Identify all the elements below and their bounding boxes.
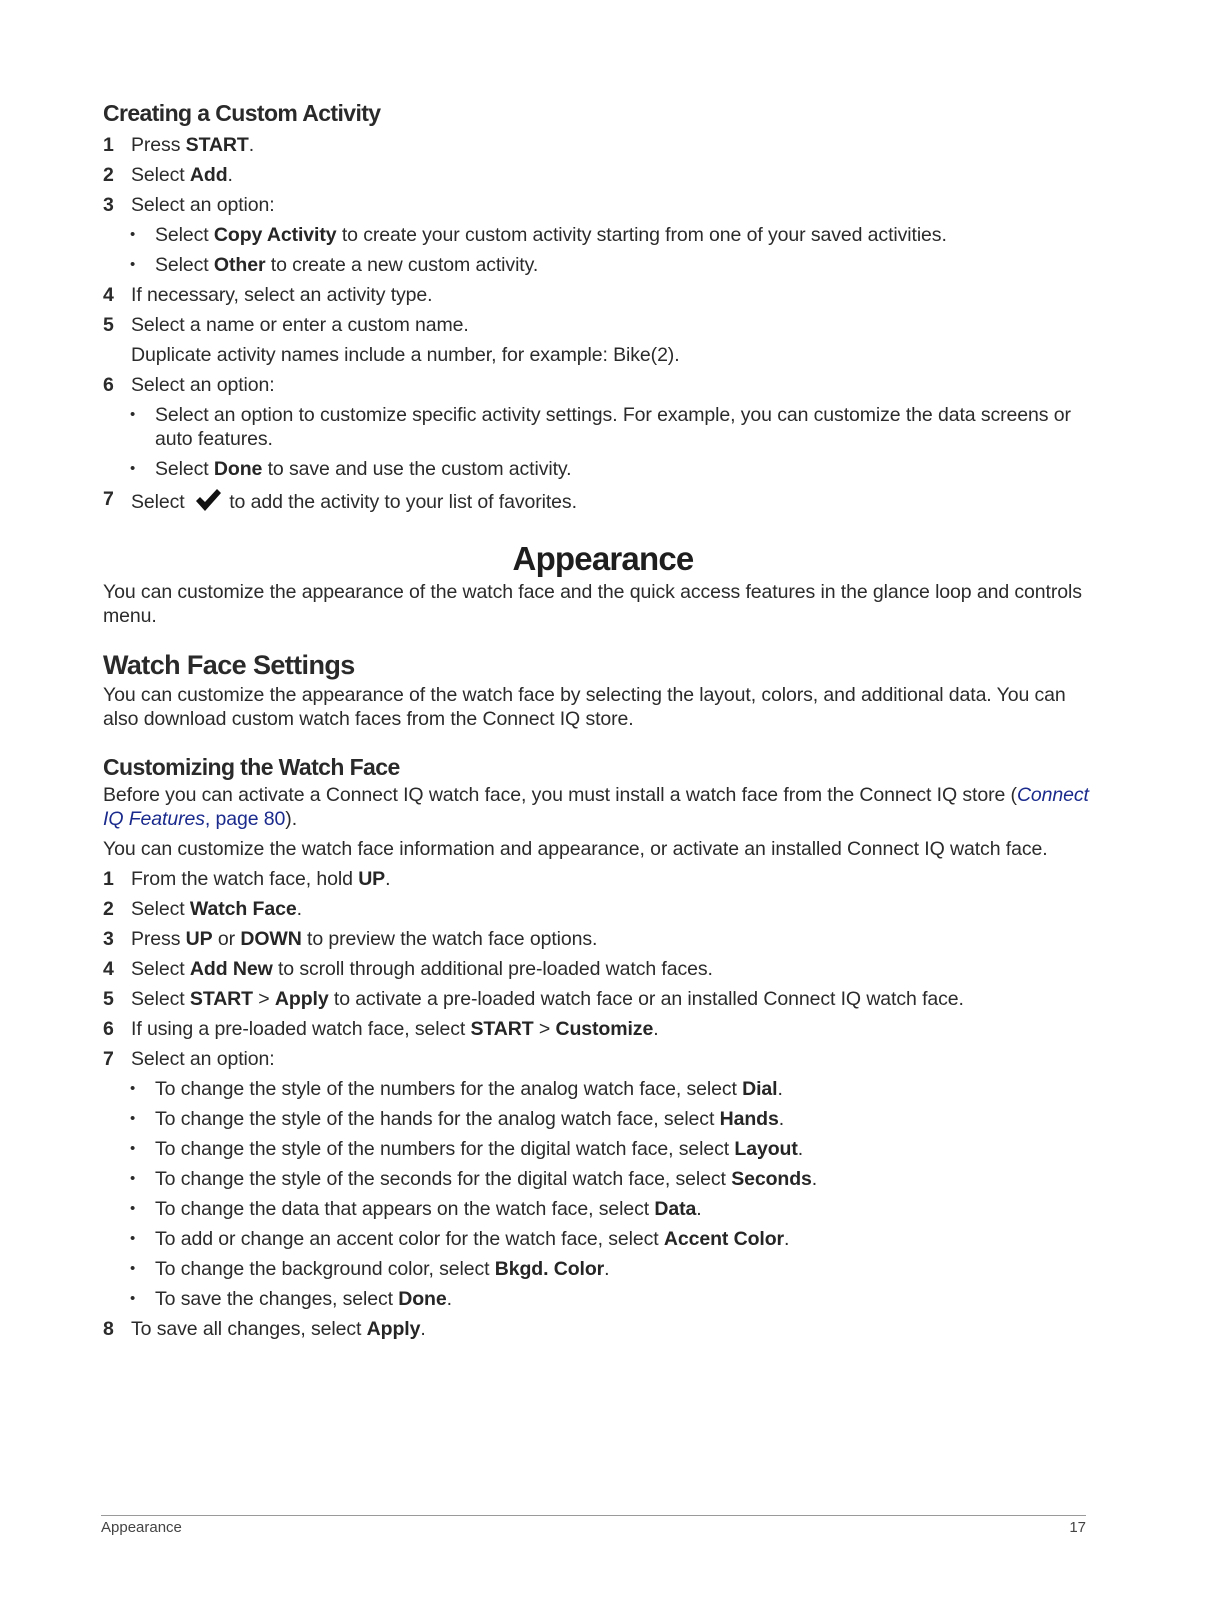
step-1 [103,133,1103,158]
bullet-dot: • [130,1230,136,1247]
menu-name: Apply [274,988,329,1010]
menu-name: Layout [734,1138,798,1160]
bullet-dot: • [130,460,136,477]
bullet-text: to save and use the custom activity. [262,458,572,480]
step-number: 6 [103,1018,114,1040]
button-name: START [185,133,249,156]
step-8 [103,1317,1103,1342]
menu-name: Other [213,253,266,276]
bullet-dot: • [130,1290,136,1307]
bullet-text: To change the background color, select [155,1258,495,1280]
menu-name: Done [398,1288,447,1310]
bullet-text: To change the data that appears on the watch face, select [155,1198,655,1220]
step-number: 3 [103,193,114,216]
menu-name: Customize [555,1018,654,1040]
step-number: 5 [103,988,114,1010]
footer-divider [101,1515,1086,1516]
bullet-text: Select [155,223,214,246]
section-title-customizing-watch-face: Customizing the Watch Face [103,753,400,780]
step-number: 7 [103,488,114,510]
menu-name: Apply [366,1318,421,1340]
menu-name: Seconds [731,1168,812,1190]
step-number: 3 [103,928,114,950]
bullet-text: . [778,1108,785,1130]
step-text: or [212,928,241,950]
bullet-text: To change the style of the seconds for the digital watch face, select [155,1168,732,1190]
step-number: 2 [103,898,114,920]
step-text: Select an option: [131,373,275,396]
button-name: START [470,1018,534,1040]
step-5 [103,313,1103,338]
step-text: . [248,133,255,156]
step-text: Select [131,163,190,186]
step-6 [103,1017,1103,1042]
bullet-text: To change the style of the numbers for the analog watch face, select [155,1078,743,1100]
bullet-dot: • [130,225,136,243]
bullet-item [103,457,1103,482]
step-note: Duplicate activity names include a number, for example: Bike(2). [131,343,680,366]
step-text: Select a name or enter a custom name. [131,313,469,336]
checkmark-icon [194,487,222,513]
section-title-custom-activity: Creating a Custom Activity [103,100,381,126]
bullet-item [103,1197,1103,1222]
menu-name: Add [189,163,228,186]
step-text: to activate a pre-loaded watch face or an installed Connect IQ watch face. [328,988,964,1010]
menu-name: Copy Activity [213,223,337,246]
bullet-dot: • [130,1200,136,1217]
step-2 [103,163,1103,188]
menu-name: Data [654,1198,697,1220]
step-text: to scroll through additional pre-loaded watch faces. [272,958,713,980]
step-number: 6 [103,373,114,396]
step-text: . [227,163,233,186]
bullet-item [103,1257,1103,1282]
bullet-text: . [797,1138,804,1160]
watch-face-settings-intro: You can customize the appearance of the watch face by selecting the layout, colors, and additional data. You can also download custom watch faces from the Connect IQ store. [103,683,1066,730]
step-5 [103,987,1103,1012]
bullet-item [103,1227,1103,1252]
step-text: Select an option: [131,1048,275,1070]
step-number: 8 [103,1318,114,1340]
step-number: 1 [103,133,114,156]
menu-name: Bkgd. Color [494,1258,605,1280]
menu-name: Watch Face [189,898,297,920]
button-name: DOWN [240,928,302,950]
bullet-item [103,403,1103,452]
menu-name: Add New [189,958,273,980]
page-content [103,99,1103,1342]
step-text: . [296,898,302,920]
bullet-dot: • [130,1170,136,1187]
bullet-text: Select [155,253,214,276]
button-name: START [189,988,253,1010]
step-3 [103,193,1103,218]
step-text: . [385,868,391,890]
step-text: . [653,1018,659,1040]
step-6 [103,373,1103,398]
step-text: to add the activity to your list of favorites. [223,491,577,513]
step-1 [103,867,1103,892]
bullet-dot: • [130,1080,136,1097]
step-7 [103,1047,1103,1072]
step-text: From the watch face, hold [131,868,359,890]
menu-name: Hands [719,1108,779,1130]
customizing-para-2: You can customize the watch face information and appearance, or activate an installed Connect IQ watch face. [103,838,1048,860]
bullet-text: Select [155,458,214,480]
step-7 [103,487,1103,515]
step-text: Select [131,988,190,1010]
button-name: UP [185,928,213,950]
bullet-dot: • [130,1140,136,1157]
step-number: 1 [103,868,114,890]
step-number: 7 [103,1048,114,1070]
footer-section-name: Appearance [101,1519,182,1536]
menu-name: Accent Color [663,1228,785,1250]
step-number: 5 [103,313,114,336]
bullet-text: . [777,1078,783,1100]
button-name: UP [358,868,386,890]
step-text: > [533,1018,556,1040]
bullet-text: . [696,1198,702,1220]
step-number: 2 [103,163,114,186]
chapter-title-appearance: Appearance [512,539,694,577]
bullet-item [103,1107,1103,1132]
bullet-text: To change the style of the numbers for the digital watch face, select [155,1138,735,1160]
step-4 [103,957,1103,982]
menu-name: Dial [742,1078,778,1100]
bullet-dot: • [130,1110,136,1127]
step-text: Select [131,491,190,513]
bullet-text: to create your custom activity starting from one of your saved activities. [336,223,947,246]
step-2 [103,897,1103,922]
bullet-dot: • [130,405,136,423]
bullet-item [103,1077,1103,1102]
step-text: Select an option: [131,193,275,216]
bullet-text: to create a new custom activity. [265,253,539,276]
step-text: to preview the watch face options. [301,928,598,950]
bullet-text: . [811,1168,818,1190]
bullet-text: To change the style of the hands for the analog watch face, select [155,1108,720,1130]
bullet-dot: • [130,1260,136,1277]
step-text: To save all changes, select [131,1318,367,1340]
link-page[interactable]: , page 80 [204,808,286,830]
step-text: Press [131,133,186,156]
bullet-item [103,1287,1103,1312]
customizing-para-1 [103,783,1103,832]
step-text: If using a pre-loaded watch face, select [131,1018,471,1040]
bullet-item [103,223,1103,248]
step-text: > [252,988,275,1010]
section-title-watch-face-settings: Watch Face Settings [103,649,355,680]
bullet-item [103,1137,1103,1162]
bullet-text: . [604,1258,610,1280]
bullet-text: . [446,1288,452,1310]
bullet-text: Select an option to customize specific activity settings. For example, you can customize the data screens or auto features. [155,403,1071,450]
bullet-text: . [784,1228,790,1250]
bullet-item [103,253,1103,278]
bullet-dot: • [130,255,136,273]
para-text: Before you can activate a Connect IQ watch face, you must install a watch face from the Connect IQ store ( [103,783,1017,806]
bullet-text: To save the changes, select [155,1288,399,1310]
appearance-intro: You can customize the appearance of the watch face and the quick access features in the glance loop and controls menu. [103,580,1082,627]
para-text: ). [285,808,298,830]
step-text: Select [131,898,190,920]
step-text: Select [131,958,190,980]
link-text[interactable]: Connect IQ Features [103,783,1089,830]
menu-name: Done [213,458,263,480]
step-text: If necessary, select an activity type. [131,283,433,306]
step-text: . [420,1318,426,1340]
step-text: Press [131,928,186,950]
step-number: 4 [103,958,114,980]
step-number: 4 [103,283,114,306]
step-3 [103,927,1103,952]
bullet-item [103,1167,1103,1192]
bullet-text: To add or change an accent color for the watch face, select [155,1228,664,1250]
step-4 [103,283,1103,308]
page-number: 17 [1069,1519,1086,1536]
